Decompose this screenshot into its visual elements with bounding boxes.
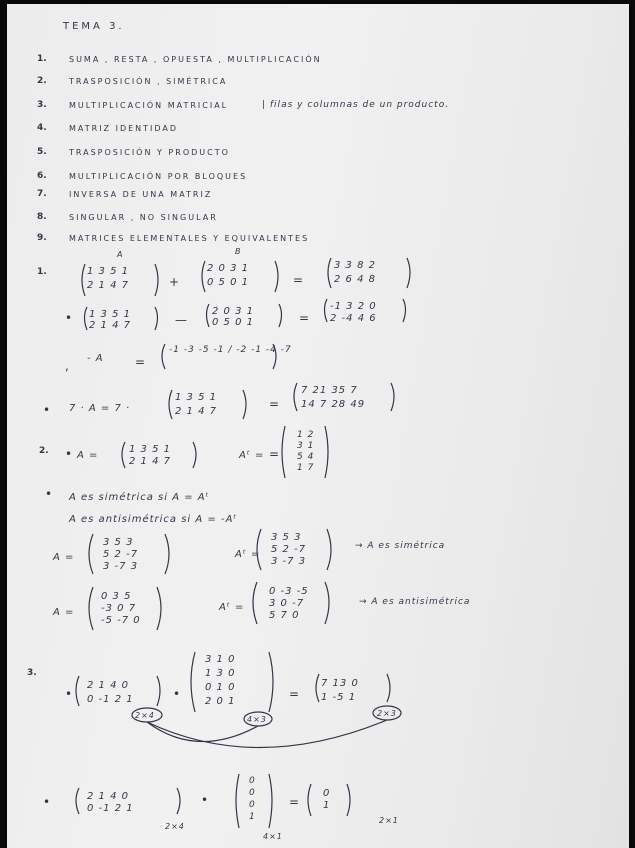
- transpose-At-row2: 3 1: [297, 441, 315, 451]
- topic-5-text: TRASPOSICIÓN Y PRODUCTO: [69, 148, 230, 157]
- topic-2-text: TRASPOSICIÓN , SIMÉTRICA: [69, 77, 228, 86]
- product-M2-row2: 1 3 0: [205, 668, 236, 679]
- svg-text:=: =: [293, 273, 304, 287]
- transpose-A-row2: 2 1 4 7: [129, 456, 171, 467]
- topic-9-number: 9.: [37, 233, 47, 243]
- transpose-At-row1: 1 2: [297, 430, 315, 440]
- topic-8-number: 8.: [37, 212, 47, 222]
- anti-At-label: Aᵗ =: [219, 602, 245, 613]
- vec-V2-row2: 0: [249, 788, 256, 798]
- sum-result-row1: 3 3 8 2: [334, 260, 376, 271]
- diff-matrix-B-row2: 0 5 0 1: [212, 317, 254, 328]
- sum-matrix-A-row2: 2 1 4 7: [87, 280, 129, 291]
- topic-4-text: MATRIZ IDENTIDAD: [69, 124, 179, 133]
- section-3-number: 3.: [27, 668, 37, 678]
- symmetric-definition: A es simétrica si A = Aᵗ: [69, 492, 210, 503]
- topic-3-number: 3.: [37, 100, 47, 110]
- transpose-At-label: Aᵗ =: [239, 450, 265, 461]
- antisymmetric-definition: A es antisimétrica si A = -Aᵗ: [69, 514, 238, 525]
- negation-result: -1 -3 -5 -1 / -2 -1 -4 -7: [169, 345, 292, 355]
- topic-7-text: INVERSA DE UNA MATRIZ: [69, 190, 213, 199]
- product-M2-row4: 2 0 1: [205, 696, 236, 707]
- topic-3-note: | filas y columnas de un producto.: [262, 100, 450, 110]
- svg-text:•: •: [43, 403, 51, 417]
- svg-text:=: =: [299, 311, 310, 325]
- vec-dim-2: 4×1: [263, 832, 283, 841]
- vec-V2-row4: 1: [249, 812, 256, 822]
- label-A: A: [117, 250, 124, 259]
- sym-At-row2: 5 2 -7: [271, 544, 307, 555]
- dim-label-3: 2×3: [377, 709, 397, 718]
- topic-6-text: MULTIPLICACIÓN POR BLOQUES: [69, 172, 248, 181]
- product-M1-row1: 2 1 4 0: [87, 680, 129, 691]
- svg-text:=: =: [269, 447, 280, 461]
- svg-text:•: •: [45, 487, 53, 501]
- section-2-number: 2.: [39, 446, 49, 456]
- sym-At-row1: 3 5 3: [271, 532, 302, 543]
- vec-result-row2: 1: [323, 800, 331, 811]
- product-M1-row2: 0 -1 2 1: [87, 694, 134, 705]
- scalar-label: 7 · A = 7 ·: [69, 403, 131, 414]
- diff-result-row1: -1 3 2 0: [330, 301, 377, 312]
- dim-label-2: 4×3: [247, 715, 267, 724]
- dim-label-1: 2×4: [135, 711, 155, 720]
- sym-A-label: A =: [53, 552, 75, 563]
- transpose-At-row3: 5 4: [297, 452, 315, 462]
- sym-At-label: Aᵗ =: [235, 549, 261, 560]
- vec-dim-3: 2×1: [379, 816, 399, 825]
- anti-negAt-row3: 5 7 0: [269, 610, 300, 621]
- vec-dim-1: 2×4: [165, 822, 185, 831]
- svg-text:•: •: [65, 687, 73, 701]
- vec-M1-row2: 0 -1 2 1: [87, 803, 134, 814]
- transpose-A-row1: 1 3 5 1: [129, 444, 171, 455]
- topic-1-number: 1.: [37, 54, 47, 64]
- svg-text:=: =: [135, 355, 146, 369]
- vec-V2-row3: 0: [249, 800, 256, 810]
- svg-text:•: •: [173, 687, 181, 701]
- anti-A-row1: 0 3 5: [101, 591, 132, 602]
- sym-At-row3: 3 -7 3: [271, 556, 307, 567]
- vec-result-row1: 0: [323, 788, 331, 799]
- scalar-result-row1: 7 21 35 7: [301, 385, 358, 396]
- anti-A-row2: -3 0 7: [101, 603, 137, 614]
- sum-matrix-A-row1: 1 3 5 1: [87, 266, 129, 277]
- anti-negAt-row1: 0 -3 -5: [269, 586, 309, 597]
- sym-A-row2: 5 2 -7: [103, 549, 139, 560]
- scalar-matrix-row1: 1 3 5 1: [175, 392, 217, 403]
- topic-3-text: MULTIPLICACIÓN MATRICIAL: [69, 101, 229, 110]
- vec-V2-row1: 0: [249, 776, 256, 786]
- sum-result-row2: 2 6 4 8: [334, 274, 376, 285]
- anti-negAt-row2: 3 0 -7: [269, 598, 305, 609]
- sum-matrix-B-row1: 2 0 3 1: [207, 263, 249, 274]
- label-B: B: [235, 247, 242, 256]
- diff-matrix-A-row2: 2 1 4 7: [89, 320, 131, 331]
- anti-A-label: A =: [53, 607, 75, 618]
- transpose-At-row4: 1 7: [297, 463, 315, 473]
- page-title: TEMA 3.: [63, 21, 125, 32]
- antisymmetric-conclusion: → A es antisimétrica: [359, 597, 471, 607]
- diff-matrix-B-row1: 2 0 3 1: [212, 306, 254, 317]
- svg-text:,: ,: [65, 359, 69, 373]
- topic-4-number: 4.: [37, 123, 47, 133]
- section-1-number: 1.: [37, 267, 47, 277]
- svg-text:•: •: [43, 795, 51, 809]
- svg-text:=: =: [289, 795, 300, 809]
- topic-5-number: 5.: [37, 147, 47, 157]
- sum-matrix-B-row2: 0 5 0 1: [207, 277, 249, 288]
- sym-A-row1: 3 5 3: [103, 537, 134, 548]
- svg-text:•: •: [201, 793, 209, 807]
- notebook-page: [7, 4, 629, 848]
- transpose-A-label: A =: [77, 450, 99, 461]
- svg-text:•: •: [65, 311, 73, 325]
- topic-2-number: 2.: [37, 76, 47, 86]
- topic-6-number: 6.: [37, 171, 47, 181]
- scalar-matrix-row2: 2 1 4 7: [175, 406, 217, 417]
- svg-text:•: •: [65, 447, 73, 461]
- svg-text:+: +: [169, 275, 180, 289]
- svg-text:=: =: [269, 397, 280, 411]
- symmetric-conclusion: → A es simétrica: [355, 541, 446, 551]
- svg-text:=: =: [289, 687, 300, 701]
- sym-A-row3: 3 -7 3: [103, 561, 139, 572]
- diff-matrix-A-row1: 1 3 5 1: [89, 309, 131, 320]
- product-M2-row3: 0 1 0: [205, 682, 236, 693]
- product-result-row1: 7 13 0: [321, 678, 359, 689]
- negation-label: - A: [87, 353, 104, 364]
- scalar-result-row2: 14 7 28 49: [301, 399, 366, 410]
- handwritten-strokes: [7, 4, 629, 848]
- product-result-row2: 1 -5 1: [321, 692, 357, 703]
- diff-result-row2: 2 -4 4 6: [330, 313, 377, 324]
- anti-A-row3: -5 -7 0: [101, 615, 141, 626]
- vec-M1-row1: 2 1 4 0: [87, 791, 129, 802]
- topic-7-number: 7.: [37, 189, 47, 199]
- topic-8-text: SINGULAR , NO SINGULAR: [69, 213, 218, 222]
- product-M2-row1: 3 1 0: [205, 654, 236, 665]
- topic-9-text: MATRICES ELEMENTALES Y EQUIVALENTES: [69, 234, 310, 243]
- topic-1-text: SUMA , RESTA , OPUESTA , MULTIPLICACIÓN: [69, 55, 322, 64]
- svg-text:—: —: [175, 313, 187, 327]
